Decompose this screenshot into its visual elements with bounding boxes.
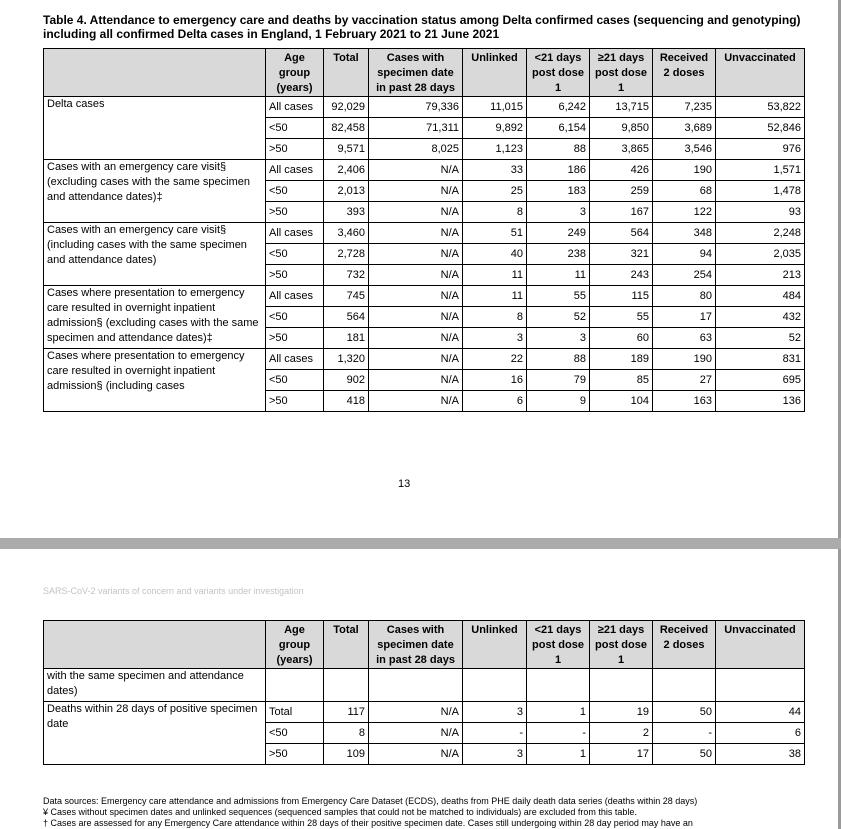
value-cell: 6 (463, 391, 527, 412)
age-group-cell: <50 (266, 723, 324, 744)
value-cell: 17 (653, 307, 716, 328)
value-cell: 976 (716, 139, 805, 160)
value-cell: 17 (590, 744, 653, 765)
value-cell: 3 (463, 702, 527, 723)
value-cell: 1,478 (716, 181, 805, 202)
value-cell: 2,248 (716, 223, 805, 244)
value-cell: 11 (463, 265, 527, 286)
age-group-cell: <50 (266, 370, 324, 391)
table-header-row (44, 621, 805, 669)
empty-cell (369, 669, 463, 702)
value-cell: - (527, 723, 590, 744)
table-row (44, 97, 805, 118)
value-cell: 8 (324, 723, 369, 744)
value-cell: 3,689 (653, 118, 716, 139)
empty-cell (716, 669, 805, 702)
page-number: 13 (398, 478, 411, 490)
empty-cell (527, 669, 590, 702)
value-cell: 249 (527, 223, 590, 244)
column-header: Cases with specimen date in past 28 days (369, 49, 463, 97)
value-cell: 1,123 (463, 139, 527, 160)
empty-cell (463, 669, 527, 702)
value-cell: 426 (590, 160, 653, 181)
value-cell: 68 (653, 181, 716, 202)
value-cell: 243 (590, 265, 653, 286)
value-cell: 25 (463, 181, 527, 202)
value-cell: 104 (590, 391, 653, 412)
age-group-cell: <50 (266, 181, 324, 202)
value-cell: 13,715 (590, 97, 653, 118)
column-header: Cases with specimen date in past 28 days (369, 621, 463, 669)
value-cell: 51 (463, 223, 527, 244)
empty-cell (324, 669, 369, 702)
column-header: Total (324, 49, 369, 97)
age-group-cell: <50 (266, 118, 324, 139)
column-header: Unvaccinated (716, 621, 805, 669)
value-cell: 79,336 (369, 97, 463, 118)
value-cell: 254 (653, 265, 716, 286)
value-cell: 186 (527, 160, 590, 181)
value-cell: 16 (463, 370, 527, 391)
note-line: ¥ Cases without specimen dates and unlinked sequences (sequenced samples that could not be matched to individuals) are excluded from this table. (43, 807, 637, 817)
age-group-cell: All cases (266, 349, 324, 370)
value-cell: 1 (527, 702, 590, 723)
age-group-cell: >50 (266, 744, 324, 765)
age-group-cell: All cases (266, 223, 324, 244)
value-cell: 190 (653, 349, 716, 370)
value-cell: 52,846 (716, 118, 805, 139)
value-cell: 19 (590, 702, 653, 723)
value-cell: 6 (716, 723, 805, 744)
value-cell: 2,728 (324, 244, 369, 265)
value-cell: N/A (369, 744, 463, 765)
column-header: Unlinked (463, 621, 527, 669)
value-cell: 50 (653, 744, 716, 765)
header-blank-cell (44, 621, 266, 669)
value-cell: 52 (527, 307, 590, 328)
value-cell: 732 (324, 265, 369, 286)
row-group-label: Deaths within 28 days of positive specimen date (44, 702, 266, 765)
value-cell: 9,850 (590, 118, 653, 139)
value-cell: 3 (527, 328, 590, 349)
header-blank-cell (44, 49, 266, 97)
value-cell: 189 (590, 349, 653, 370)
value-cell: 80 (653, 286, 716, 307)
row-group-label: Delta cases (44, 97, 266, 160)
value-cell: 3 (527, 202, 590, 223)
column-header: Unvaccinated (716, 49, 805, 97)
table-title: Table 4. Attendance to emergency care and deaths by vaccination status among Delta confirmed cases (sequencing and genotyping) including all confirmed Delta cases in England, 1 February 2021 to 21 June 2021 (43, 13, 801, 41)
value-cell: 6,242 (527, 97, 590, 118)
value-cell: 55 (590, 307, 653, 328)
value-cell: 2,406 (324, 160, 369, 181)
value-cell: N/A (369, 160, 463, 181)
value-cell: 63 (653, 328, 716, 349)
value-cell: 79 (527, 370, 590, 391)
value-cell: 213 (716, 265, 805, 286)
value-cell: 3,865 (590, 139, 653, 160)
row-group-label: Cases with an emergency care visit§ (including cases with the same specimen and attendance dates) (44, 223, 266, 286)
value-cell: 88 (527, 139, 590, 160)
running-header: SARS-CoV-2 variants of concern and variants under investigation (43, 586, 304, 596)
value-cell: 902 (324, 370, 369, 391)
empty-cell (266, 669, 324, 702)
column-header: Age group (years) (266, 49, 324, 97)
value-cell: 52 (716, 328, 805, 349)
value-cell: 11,015 (463, 97, 527, 118)
value-cell: 3 (463, 744, 527, 765)
document-page-2 (0, 549, 841, 829)
value-cell: 418 (324, 391, 369, 412)
value-cell: 115 (590, 286, 653, 307)
column-header: <21 days post dose 1 (527, 621, 590, 669)
empty-cell (653, 669, 716, 702)
value-cell: 44 (716, 702, 805, 723)
age-group-cell: >50 (266, 139, 324, 160)
value-cell: 117 (324, 702, 369, 723)
value-cell: 484 (716, 286, 805, 307)
value-cell: 33 (463, 160, 527, 181)
value-cell: 7,235 (653, 97, 716, 118)
value-cell: N/A (369, 349, 463, 370)
age-group-cell: All cases (266, 286, 324, 307)
value-cell: N/A (369, 307, 463, 328)
age-group-cell: All cases (266, 160, 324, 181)
value-cell: 238 (527, 244, 590, 265)
age-group-cell: >50 (266, 265, 324, 286)
value-cell: 321 (590, 244, 653, 265)
value-cell: 564 (324, 307, 369, 328)
value-cell: 348 (653, 223, 716, 244)
column-header: Age group (years) (266, 621, 324, 669)
value-cell: 3 (463, 328, 527, 349)
column-header: Received 2 doses (653, 621, 716, 669)
empty-cell (590, 669, 653, 702)
value-cell: 6,154 (527, 118, 590, 139)
value-cell: 393 (324, 202, 369, 223)
age-group-cell: <50 (266, 244, 324, 265)
value-cell: N/A (369, 202, 463, 223)
value-cell: 50 (653, 702, 716, 723)
age-group-cell: All cases (266, 97, 324, 118)
value-cell: 745 (324, 286, 369, 307)
value-cell: - (463, 723, 527, 744)
value-cell: 3,546 (653, 139, 716, 160)
table-row (44, 160, 805, 181)
value-cell: N/A (369, 244, 463, 265)
value-cell: 432 (716, 307, 805, 328)
value-cell: N/A (369, 286, 463, 307)
column-header: ≥21 days post dose 1 (590, 621, 653, 669)
value-cell: 163 (653, 391, 716, 412)
value-cell: 1,571 (716, 160, 805, 181)
value-cell: 3,460 (324, 223, 369, 244)
value-cell: - (653, 723, 716, 744)
value-cell: 695 (716, 370, 805, 391)
age-group-cell: Total (266, 702, 324, 723)
table-header-row (44, 49, 805, 97)
value-cell: N/A (369, 265, 463, 286)
value-cell: 109 (324, 744, 369, 765)
attendance-table-continued (43, 620, 805, 765)
value-cell: 136 (716, 391, 805, 412)
value-cell: 38 (716, 744, 805, 765)
value-cell: 183 (527, 181, 590, 202)
value-cell: 1,320 (324, 349, 369, 370)
value-cell: 2,035 (716, 244, 805, 265)
row-group-label: Cases where presentation to emergency care resulted in overnight inpatient admission§ (including cases (44, 349, 266, 412)
value-cell: N/A (369, 723, 463, 744)
value-cell: 60 (590, 328, 653, 349)
value-cell: 181 (324, 328, 369, 349)
value-cell: 27 (653, 370, 716, 391)
column-header: Total (324, 621, 369, 669)
value-cell: N/A (369, 328, 463, 349)
table-notes (43, 796, 823, 829)
value-cell: 259 (590, 181, 653, 202)
value-cell: 564 (590, 223, 653, 244)
value-cell: 831 (716, 349, 805, 370)
value-cell: 92,029 (324, 97, 369, 118)
value-cell: 8 (463, 202, 527, 223)
value-cell: 2,013 (324, 181, 369, 202)
table-row (44, 223, 805, 244)
value-cell: 55 (527, 286, 590, 307)
row-group-label: with the same specimen and attendance dates) (44, 669, 266, 702)
value-cell: 9,892 (463, 118, 527, 139)
value-cell: 190 (653, 160, 716, 181)
value-cell: 11 (463, 286, 527, 307)
value-cell: 88 (527, 349, 590, 370)
column-header: ≥21 days post dose 1 (590, 49, 653, 97)
age-group-cell: >50 (266, 391, 324, 412)
value-cell: 9,571 (324, 139, 369, 160)
value-cell: 11 (527, 265, 590, 286)
age-group-cell: >50 (266, 202, 324, 223)
value-cell: N/A (369, 370, 463, 391)
value-cell: 2 (590, 723, 653, 744)
table-row (44, 286, 805, 307)
value-cell: 93 (716, 202, 805, 223)
attendance-table (43, 48, 805, 412)
value-cell: 1 (527, 744, 590, 765)
value-cell: 8 (463, 307, 527, 328)
value-cell: 40 (463, 244, 527, 265)
value-cell: N/A (369, 181, 463, 202)
table-row (44, 702, 805, 723)
value-cell: 82,458 (324, 118, 369, 139)
table-row (44, 669, 805, 702)
age-group-cell: <50 (266, 307, 324, 328)
value-cell: N/A (369, 702, 463, 723)
value-cell: 9 (527, 391, 590, 412)
column-header: Received 2 doses (653, 49, 716, 97)
value-cell: 71,311 (369, 118, 463, 139)
age-group-cell: >50 (266, 328, 324, 349)
column-header: Unlinked (463, 49, 527, 97)
value-cell: 167 (590, 202, 653, 223)
value-cell: 8,025 (369, 139, 463, 160)
value-cell: 22 (463, 349, 527, 370)
value-cell: 85 (590, 370, 653, 391)
value-cell: N/A (369, 391, 463, 412)
column-header: <21 days post dose 1 (527, 49, 590, 97)
value-cell: 94 (653, 244, 716, 265)
value-cell: N/A (369, 223, 463, 244)
table-row (44, 349, 805, 370)
row-group-label: Cases with an emergency care visit§ (excluding cases with the same specimen and attendance dates)‡ (44, 160, 266, 223)
value-cell: 53,822 (716, 97, 805, 118)
row-group-label: Cases where presentation to emergency care resulted in overnight inpatient admission§ (excluding cases with the same specimen and attendance dates)‡ (44, 286, 266, 349)
note-line: Data sources: Emergency care attendance and admissions from Emergency Care Dataset (ECDS), deaths from PHE daily death data series (deaths within 28 days) (43, 796, 698, 806)
value-cell: 122 (653, 202, 716, 223)
note-line: † Cases are assessed for any Emergency Care attendance within 28 days of their positive specimen date. Cases still undergoing within 28 day period may have an (43, 818, 693, 828)
